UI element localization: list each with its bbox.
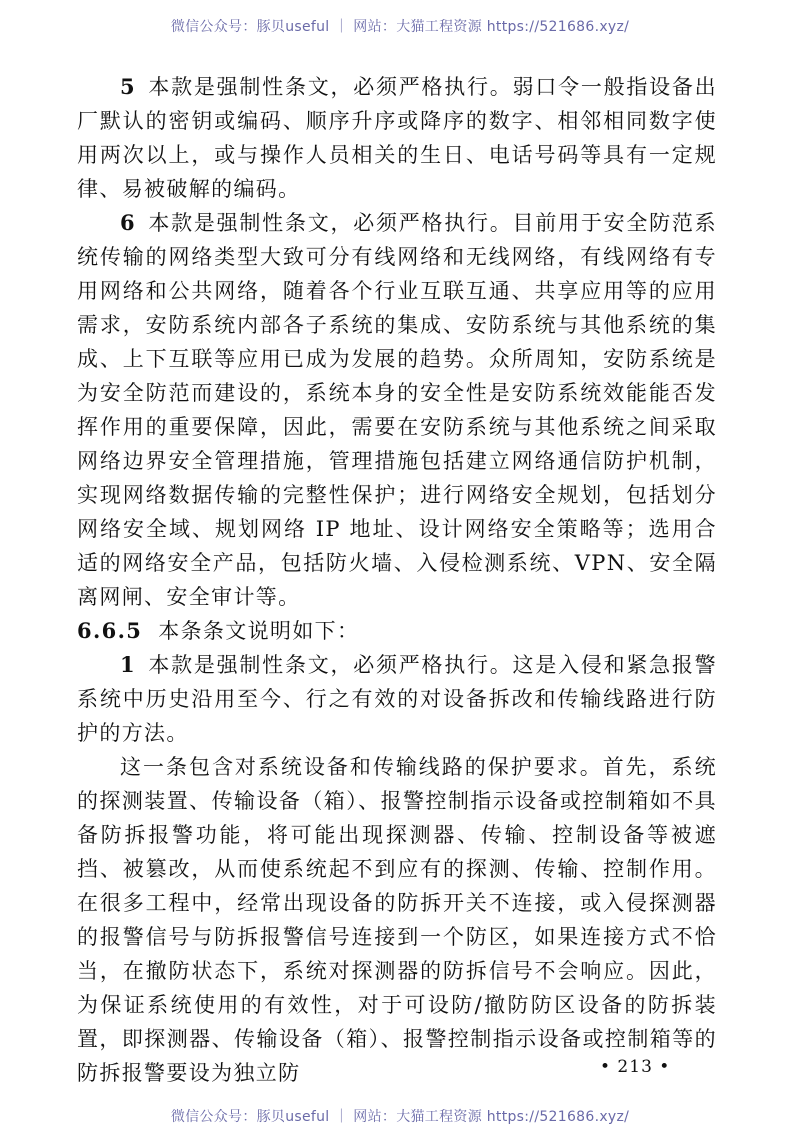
paragraph-text: 本款是强制性条文，必须严格执行。目前用于安全防范系统传输的网络类型大致可分有线网络和无线网络，有线网络有专用网络和公共网络，随着各个行业互联互通、共享应用等的应用需求，安防系统内部各子系统的集成、安防系统与其他系统的集成、上下互联等应用已成为发展的趋势。众所周知，安防系统是为安全防范而建设的，系统本身的安全性是安防系统效能能否发挥作用的重要保障，因此，需要在安防系统与其他系统之间采取网络边界安全管理措施，管理措施包括建立网络通信防护机制，实现网络数据传输的完整性保护；进行网络安全规划，包括划分网络安全域、规划网络 IP 地址、设计网络安全策略等；选用合适的网络安全产品，包括防火墙、入侵检测系统、VPN、安全隔离网闸、安全审计等。 bbox=[77, 211, 717, 609]
item-number: 1 bbox=[120, 652, 136, 677]
paragraph-text: 本款是强制性条文，必须严格执行。弱口令一般指设备出厂默认的密钥或编码、顺序升序或降序的数字、相邻相同数字使用两次以上，或与操作人员相关的生日、电话号码等具有一定规律、易被破解的编码。 bbox=[77, 75, 717, 201]
document-body bbox=[77, 70, 717, 1090]
section-heading bbox=[77, 614, 717, 648]
paragraph-item-1 bbox=[77, 648, 717, 750]
watermark-top: 微信公众号：豚贝useful ｜ 网站：大猫工程资源 https://521686.xyz/ bbox=[170, 19, 630, 35]
paragraph-text: 本款是强制性条文，必须严格执行。这是入侵和紧急报警系统中历史沿用至今、行之有效的对设备拆改和传输线路进行防护的方法。 bbox=[77, 653, 717, 745]
paragraph-item-5 bbox=[77, 70, 717, 206]
watermark-bottom: 微信公众号：豚贝useful ｜ 网站：大猫工程资源 https://521686.xyz/ bbox=[170, 1109, 630, 1125]
item-number: 5 bbox=[120, 74, 136, 99]
item-number: 6 bbox=[120, 210, 136, 235]
paragraph-text: 这一条包含对系统设备和传输线路的保护要求。首先，系统的探测装置、传输设备（箱）、报警控制指示设备或控制箱如不具备防拆报警功能，将可能出现探测器、传输、控制设备等被遮挡、被篡改，从而使系统起不到应有的探测、传输、控制作用。在很多工程中，经常出现设备的防拆开关不连接，或入侵探测器的报警信号与防拆报警信号连接到一个防区，如果连接方式不恰当，在撤防状态下，系统对探测器的防拆信号不会响应。因此，为保证系统使用的有效性，对于可设防/撤防防区设备的防拆装置，即探测器、传输设备（箱）、报警控制指示设备或控制箱等的防拆报警要设为独立防 bbox=[77, 755, 717, 1085]
paragraph-continuation bbox=[77, 750, 717, 1090]
page-number: • 213 • bbox=[600, 1057, 671, 1077]
section-text: 本条条文说明如下： bbox=[158, 619, 360, 643]
paragraph-item-6 bbox=[77, 206, 717, 614]
section-number: 6.6.5 bbox=[77, 618, 143, 643]
